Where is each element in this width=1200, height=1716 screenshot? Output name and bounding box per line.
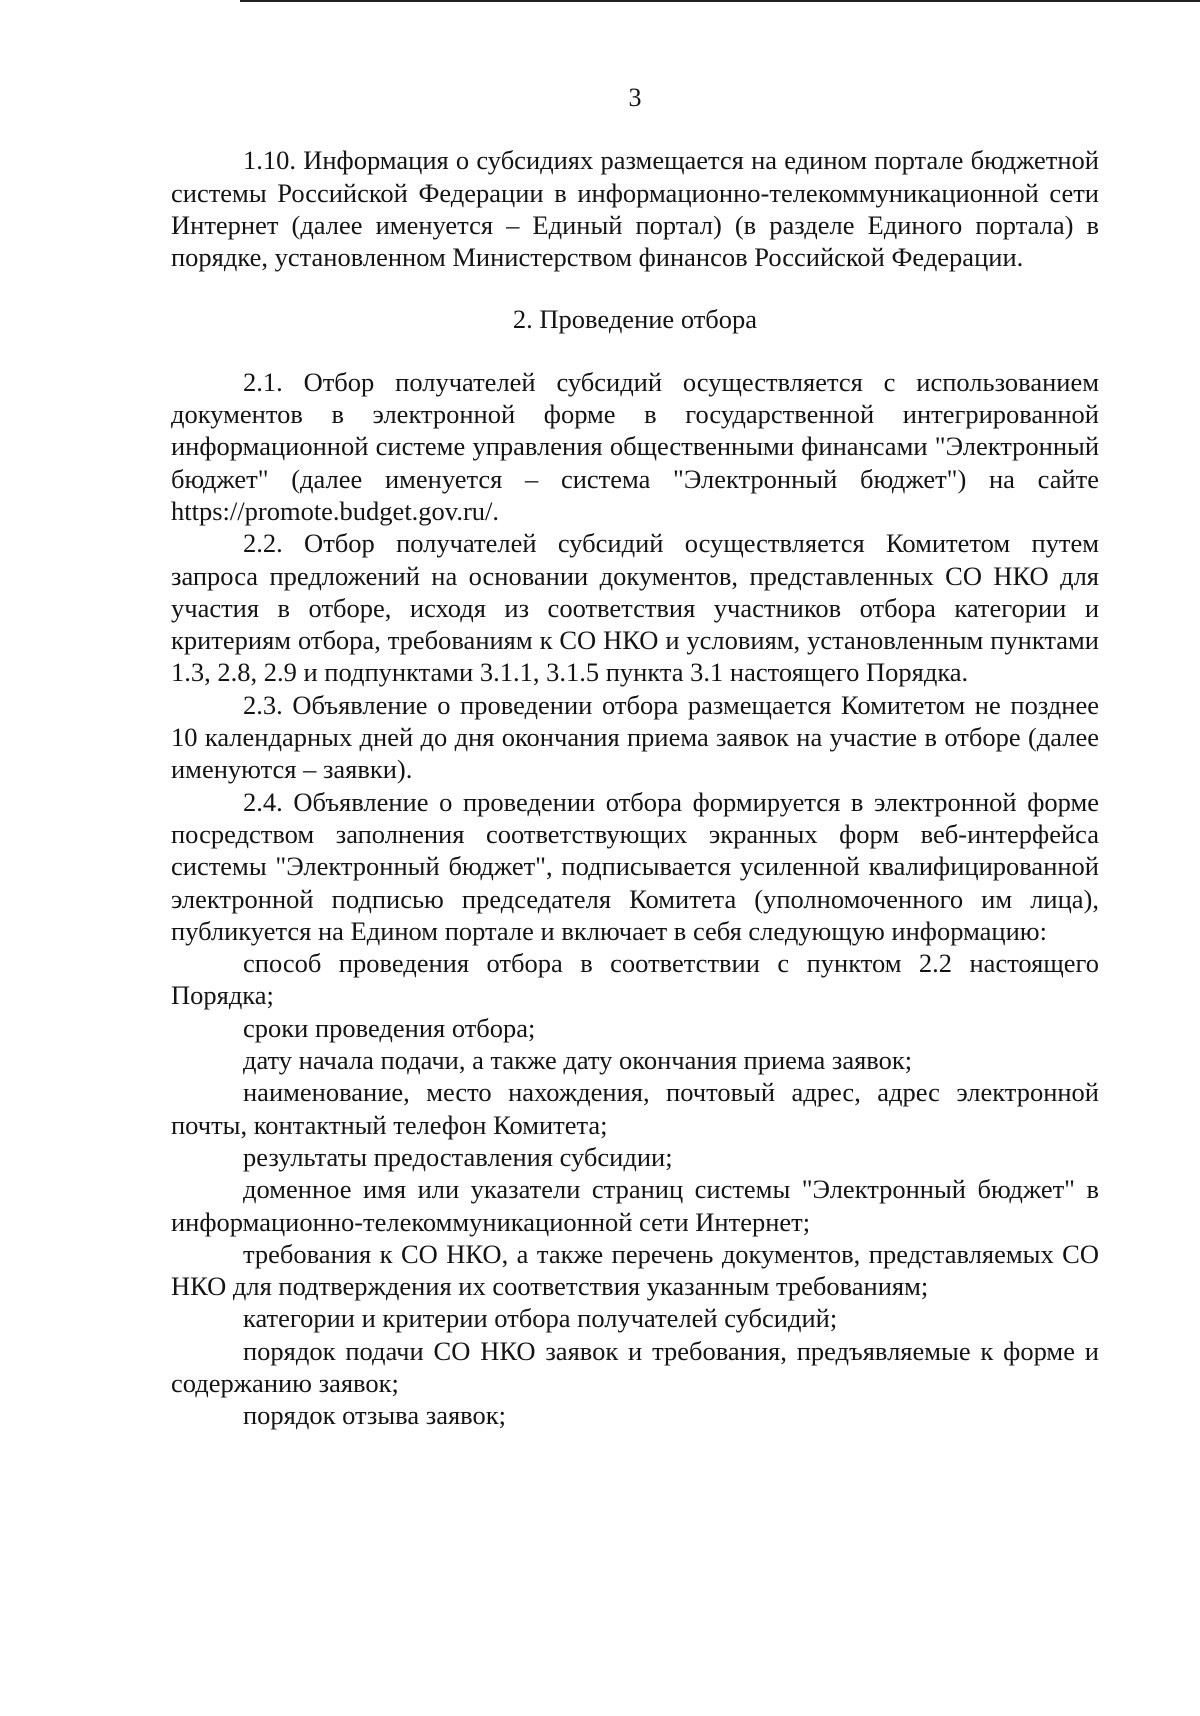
list-item-terms: сроки проведения отбора; [243, 1012, 536, 1043]
list-item-dates: дату начала подачи, а также дату окончания приема заявок; [243, 1045, 913, 1076]
list-item-submission: порядок подачи СО НКО заявок и требования, предъявляемые к форме и содержанию заявок; [171, 1335, 1099, 1398]
paragraph-2-4: 2.4. Объявление о проведении отбора формируется в электронной форме посредством заполнения соответствующих экранных форм веб-интерфейса системы "Электронный бюджет", подписывается усиленной квалифицированной электронной подписью председателя Комитета (уполномоченного им лица), публикуется на Едином портале и включает в себя следующую информацию: [171, 786, 1099, 946]
paragraph-1-10: 1.10. Информация о субсидиях размещается на едином портале бюджетной системы Российской Федерации в информационно-телекоммуникационной сети Интернет (далее именуется – Единый портал) (в разделе Единого портала) в порядке, установленном Министерством финансов Российской Федерации. [171, 145, 1099, 273]
list-item-requirements: требования к СО НКО, а также перечень документов, представляемых СО НКО для подтверждения их соответствия указанным требованиям; [171, 1238, 1099, 1302]
paragraph-2-2: 2.2. Отбор получателей субсидий осуществляется Комитетом путем запроса предложений на основании документов, представленных СО НКО для участия в отборе, исходя из соответствия участников отбора категории и критериям отбора, требованиям к СО НКО и условиям, установленным пунктами 1.3, 2.8, 2.9 и подпунктами 3.1.1, 3.1.5 пункта 3.1 настоящего Порядка. [171, 528, 1099, 688]
section-heading: 2. Проведение отбора [512, 304, 758, 335]
list-item-criteria: категории и критерии отбора получателей субсидий; [243, 1303, 838, 1334]
scan-top-border [240, 0, 1200, 2]
list-item-domain: доменное имя или указатели страниц системы "Электронный бюджет" в информационно-телекоммуникационной сети Интернет; [171, 1174, 1099, 1237]
document-page [171, 82, 1099, 1432]
list-item-results: результаты предоставления субсидии; [243, 1141, 673, 1172]
list-item-contacts: наименование, место нахождения, почтовый адрес, адрес электронной почты, контактный телефон Комитета; [171, 1077, 1099, 1140]
list-item-method: способ проведения отбора в соответствии с пунктом 2.2 настоящего Порядка; [171, 948, 1099, 1011]
list-item-withdrawal: порядок отзыва заявок; [243, 1400, 506, 1431]
paragraph-2-1: 2.1. Отбор получателей субсидий осуществляется с использованием документов в электронной форме в государственной интегрированной информационной системе управления общественными финансами "Электронный бюджет" (далее именуется – система "Электронный бюджет") на сайте https://promote.budget.gov.ru/. [171, 366, 1099, 526]
paragraph-2-3: 2.3. Объявление о проведении отбора размещается Комитетом не позднее 10 календарных дней до дня окончания приема заявок на участие в отборе (далее именуются – заявки). [171, 689, 1099, 785]
page-number: 3 [628, 83, 642, 112]
